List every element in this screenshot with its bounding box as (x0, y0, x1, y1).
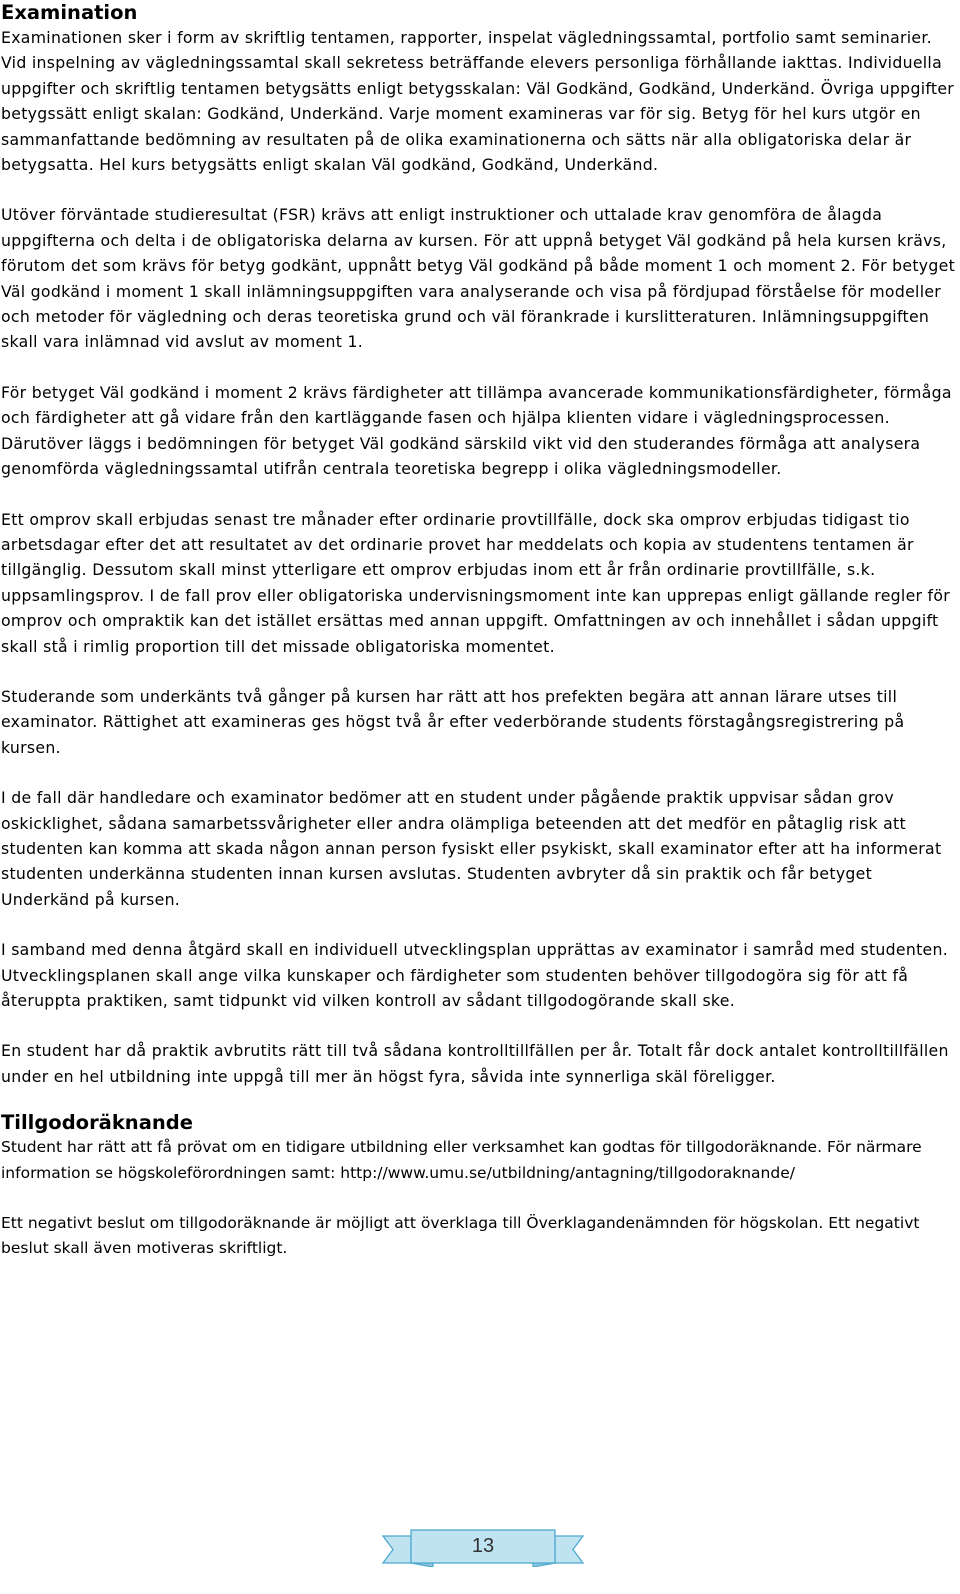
paragraph-fsr-requirements: Utöver förväntade studieresultat (FSR) krävs att enligt instruktioner och uttalade krav genomföra de ålagda uppgifterna och delta i de obligatoriska delarna av kursen. För att uppnå betyget Väl godkänd på hela kursen krävs, förutom det som krävs för betyg godkänt, uppnått betyg Väl godkänd på både moment 1 och moment 2. För betyget Väl godkänd i moment 1 skall inlämningsuppgiften vara analyserande och visa på fördjupad förståelse för modeller och metoder för vägledning och deras teoretiska grund och väl förankrade i kurslitteraturen. Inlämningsuppgiften skall vara inlämnad vid avslut av moment 1. (1, 205, 956, 352)
paragraph-moment-2: För betyget Väl godkänd i moment 2 krävs färdigheter att tillämpa avancerade kommunikationsfärdigheter, förmåga och färdigheter att gå vidare från den kartläggande fasen och hjälpa klienten vidare i vägledningsprocessen. Därutöver läggs i bedömningen för betyget Väl godkänd särskild vikt vid den studerandes förmåga att analysera genomförda vägledningssamtal utifrån centrala teoretiska begrepp i olika vägledningsmodeller. (1, 382, 952, 479)
paragraph-omprov: Ett omprov skall erbjudas senast tre månader efter ordinarie provtillfälle, dock ska omprov erbjudas tidigast tio arbetsdagar efter det att resultatet av det ordinarie provet har meddelats och kopia av studentens tentamen är tillgänglig. Dessutom skall minst ytterligare ett omprov erbjudas inom ett år från ordinarie provtillfälle, s.k. uppsamlingsprov. I de fall prov eller obligatoriska undervisningsmoment inte kan upprepas enligt gällande regler för omprov och ompraktik kan det istället ersättas med annan uppgift. Omfattningen av och innehållet i sådan uppgift skall stå i rimlig proportion till det missade obligatoriska momentet. (1, 509, 951, 656)
page-number: 13 (471, 1535, 495, 1557)
paragraph-praktik-underkand: I de fall där handledare och examinator bedömer att en student under pågående praktik uppvisar sådan grov oskicklighet, sådana samarbetssvårigheter eller andra olämpliga beteenden att det medför en påtaglig risk att studenten kan komma att skada någon annan person fysiskt eller psykiskt, skall examinator efter att ha informerat studenten underkänna studenten innan kursen avslutas. Studenten avbryter då sin praktik och får betyget Underkänd på kursen. (1, 788, 942, 909)
section-heading-tillgodoraknande: Tillgodoräknande (1, 1111, 193, 1135)
paragraph-utvecklingsplan: I samband med denna åtgärd skall en individuell utvecklingsplan upprättas av examinator i samråd med studenten. Utvecklingsplanen skall ange vilka kunskaper och färdigheter som studenten behöver tillgodogöra sig för att få återuppta praktiken, samt tidpunkt vid vilken kontroll av sådant tillgodogörande skall ske. (1, 940, 949, 1010)
page-footer (381, 1527, 585, 1567)
paragraph-overklagande: Ett negativt beslut om tillgodoräknande är möjligt att överklaga till Överklagandenämnden för högskolan. Ett negativt beslut skall även motiveras skriftligt. (1, 1214, 920, 1258)
section-heading-examination: Examination (1, 1, 138, 24)
paragraph-examinator-change: Studerande som underkänts två gånger på kursen har rätt att hos prefekten begära att annan lärare utses till examinator. Rättighet att examineras ges högst två år efter vederbörande students förstagångsregistrering på kursen. (1, 686, 905, 757)
paragraph-tillgodoraknande-info: Student har rätt att få prövat om en tidigare utbildning eller verksamhet kan godtas för tillgodoräknande. För närmare information se högskoleförordningen samt: http://www.umu.se/utbildning/antagning/tillgodoraknande/ (1, 1138, 922, 1182)
paragraph-kontrolltillfallen: En student har då praktik avbrutits rätt till två sådana kontrolltillfällen per år. Totalt får dock antalet kontrolltillfällen under en hel utbildning inte uppgå till mer än högst fyra, såvida inte synnerliga skäl föreligger. (1, 1041, 949, 1086)
paragraph-examination-form: Examinationen sker i form av skriftlig tentamen, rapporter, inspelat vägledningssamtal, portfolio samt seminarier. Vid inspelning av vägledningssamtal skall sekretess beträffande elevers personliga förhållande iakttas. Individuella uppgifter och skriftlig tentamen betygsätts enligt betygsskalan: Väl Godkänd, Godkänd, Underkänd. Övriga uppgifter betygssätt enligt skalan: Godkänd, Underkänd. Varje moment examineras var för sig. Betyg för hel kurs utgör en sammanfattande bedömning av resultaten på de olika examinationerna och sätts när alla obligatoriska delar är betygsatta. Hel kurs betygsätts enligt skalan Väl godkänd, Godkänd, Underkänd. (1, 28, 955, 175)
